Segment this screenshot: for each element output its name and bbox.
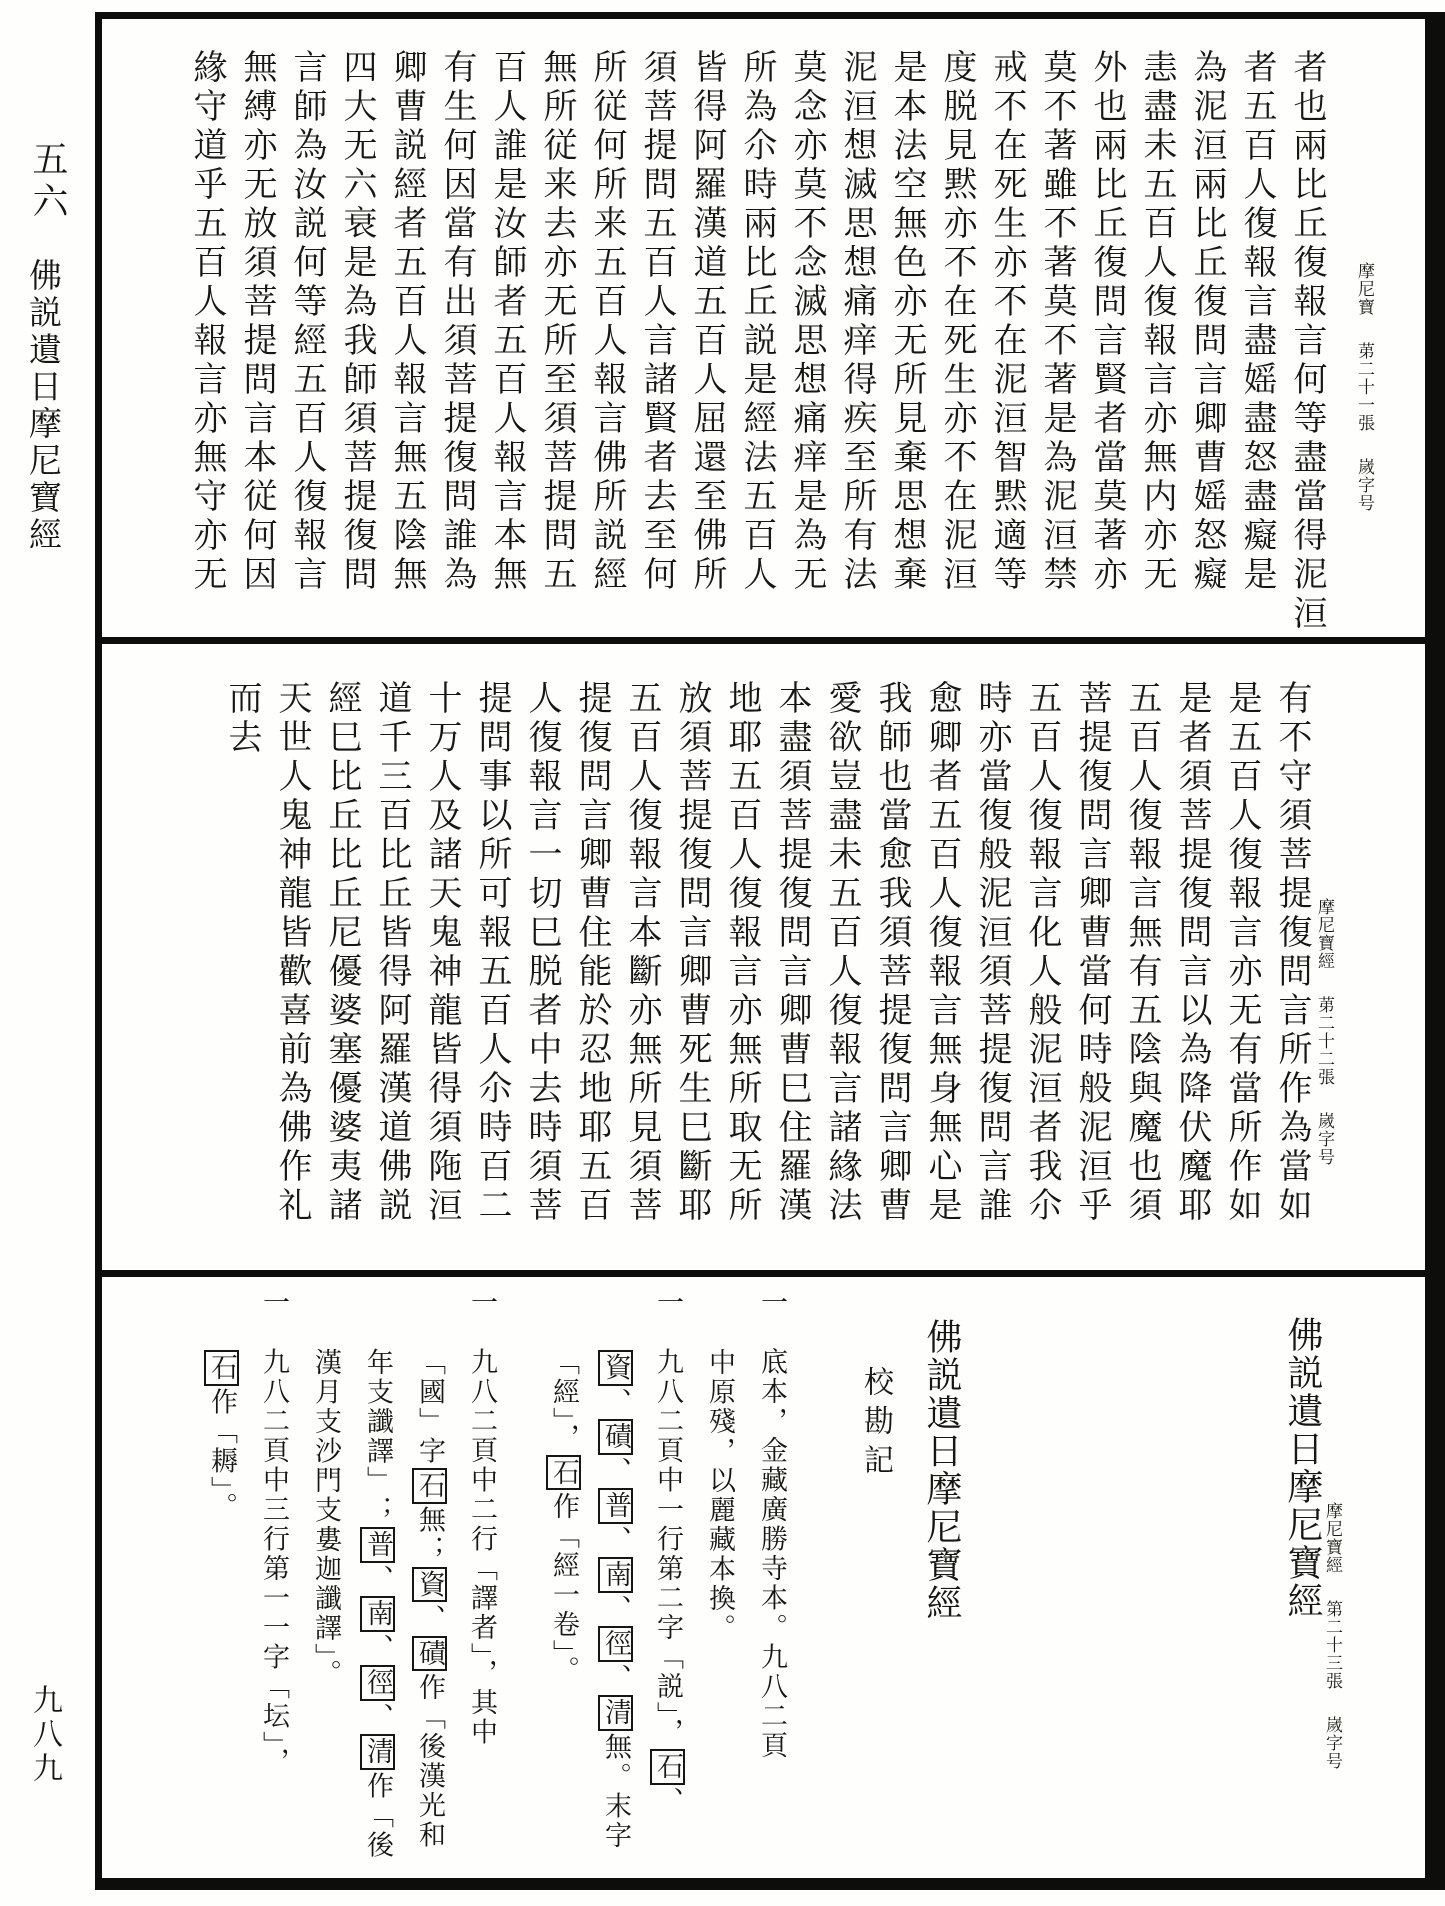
entry-marker: 一	[466, 1288, 497, 1318]
sutra-column: 戒不在死生亦不在泥洹智黙適等	[987, 49, 1027, 595]
sutra-column: 所従何所来五百人報言佛所説經	[587, 49, 627, 595]
marginal-note-sheet-21	[1352, 262, 1376, 512]
edition-siglum-box: 石	[546, 1455, 581, 1491]
edition-siglum-box: 石	[204, 1350, 239, 1386]
margin-sutra-title: 佛説遺日摩尼寶經	[24, 258, 63, 554]
entry-marker: 一	[756, 1288, 787, 1318]
sutra-column: 地耶五百人復報言亦無所取无所	[722, 680, 762, 1226]
sutra-column: 五百人復報言化人般泥洹者我尒	[1022, 680, 1062, 1226]
sutra-column: 提復問言卿曹住能於忍地耶五百	[572, 680, 612, 1226]
edition-siglum-box: 石	[650, 1749, 685, 1785]
collation-line: 「經」，石作「經一卷」。	[548, 1348, 579, 1685]
marginal-note-title: 摩尼寶	[1354, 262, 1374, 316]
edition-siglum-box: 磧	[598, 1419, 633, 1455]
sutra-column: 菩提復問言卿曹當何時般泥洹乎	[1072, 680, 1112, 1226]
sutra-column: 我師也當愈我須菩提復問言卿曹	[872, 680, 912, 1226]
marginal-note-sheet-no: 苐二十一張	[1354, 342, 1374, 432]
sutra-column: 為泥洹兩比丘復問言卿曹媱怒癡	[1187, 49, 1227, 595]
sutra-column: 天世人鬼神龍皆歡喜前為佛作礼	[272, 680, 312, 1226]
sutra-column: 緣守道乎五百人報言亦無守亦无	[187, 49, 227, 595]
sutra-column: 五百人復報言本斷亦無所見須菩	[622, 680, 662, 1226]
marginal-note-title: 摩尼寶經	[1322, 1502, 1342, 1574]
collation-line: 一九八二頁中二行「譯者」，其中	[466, 1288, 497, 1747]
entry-marker: 一	[258, 1288, 289, 1318]
collation-line: 漢月支沙門支婁迦讖譯」。	[310, 1348, 341, 1689]
sutra-column: 須菩提問五百人言諸賢者去至何	[637, 49, 677, 595]
collation-line: 「國」字石無；資、磧作「後漢光和	[414, 1348, 445, 1850]
collation-line: 年支讖譯」；普、南、徑、清作「後	[362, 1348, 393, 1860]
sutra-column: 是本法空無色亦无所見棄思想棄	[887, 49, 927, 595]
edition-siglum-box: 徑	[360, 1665, 395, 1701]
edition-siglum-box: 普	[598, 1488, 633, 1524]
sutra-column: 無所従来去亦无所至須菩提問五	[537, 49, 577, 595]
colophon-header: 校勘記	[858, 1366, 893, 1483]
collation-line: 資、磧、普、南、徑、清無。末字	[589, 1288, 641, 1882]
sutra-column: 言師為汝説何等經五百人復報言	[287, 49, 327, 595]
collation-line: 一底本，金藏廣勝寺本。九八二頁	[756, 1288, 787, 1761]
collation-line: 一九八二頁中一行第二字「説」，石、	[652, 1288, 683, 1816]
sutra-column: 莫念亦莫不念滅思想痛痒是為无	[787, 49, 827, 595]
collation-entries	[115, 1288, 797, 1882]
sutra-column: 五百人復報言無有五陰與魔也須	[1122, 680, 1162, 1226]
sutra-column: 時亦當復般泥洹須菩提復問言誰	[972, 680, 1012, 1226]
section-divider-1	[102, 637, 1425, 644]
sutra-column: 百人誰是汝師者五百人報言本無	[487, 49, 527, 595]
sutra-column: 本盡須菩提復問言卿曹巳住羅漢	[772, 680, 812, 1226]
edition-siglum-box: 南	[598, 1557, 633, 1593]
marginal-note-case-no: 嵗字号	[1354, 458, 1374, 512]
section-sheet-21	[102, 19, 1425, 637]
sutra-column: 有生何因當有出須菩提復問誰為	[437, 49, 477, 595]
edition-siglum-box: 石	[412, 1468, 447, 1504]
marginal-note-sheet-23	[1320, 1502, 1344, 1770]
sutra-column: 是者須菩提復問言以為降伏魔耶	[1172, 680, 1212, 1226]
margin-volume-label: 五六	[27, 140, 68, 224]
entry-marker: 一	[652, 1288, 683, 1318]
sutra-column: 無縛亦无放須菩提問言本従何因	[237, 49, 277, 595]
sutra-column: 人復報言一切巳脱者中去時須菩	[522, 680, 562, 1226]
section-divider-2	[102, 1270, 1425, 1277]
sutra-column: 皆得阿羅漢道五百人屈還至佛所	[687, 49, 727, 595]
sutra-column: 卿曹説經者五百人報言無五陰無	[387, 49, 427, 595]
edition-siglum-box: 資	[598, 1350, 633, 1386]
marginal-note-sheet-no: 苐二十二張	[1314, 996, 1334, 1086]
edition-siglum-box: 資	[412, 1567, 447, 1603]
edition-siglum-box: 磧	[412, 1636, 447, 1672]
sutra-column: 外也兩比丘復問言賢者當莫著亦	[1087, 49, 1127, 595]
colophon-title: 佛説遺日摩尼寶經	[921, 1318, 962, 1622]
sutra-column: 恚盡未五百人復報言亦無内亦无	[1137, 49, 1177, 595]
sutra-column: 是五百人復報言亦无有當所作如	[1222, 680, 1262, 1226]
edition-siglum-box: 徑	[598, 1626, 633, 1662]
sutra-column: 莫不著雖不著莫不著是為泥洹禁	[1037, 49, 1077, 595]
sutra-column: 提問事以所可報五百人尒時百二	[472, 680, 512, 1226]
collation-line: 中原殘，以麗藏本換。	[704, 1348, 735, 1643]
sutra-column: 者也兩比丘復報言何等盡當得泥洹	[1287, 49, 1327, 634]
section-sheet-22	[102, 644, 1425, 1270]
sutra-column: 道千三百比丘皆得阿羅漢道佛説	[372, 680, 412, 1226]
sutra-column: 度脱見黙亦不在死生亦不在泥洹	[937, 49, 977, 595]
edition-siglum-box: 普	[360, 1527, 395, 1563]
sutra-column: 有不守須菩提復問言所作為當如	[1272, 680, 1312, 1226]
edition-siglum-box: 清	[360, 1734, 395, 1770]
sutra-column: 愈卿者五百人復報言無身無心是	[922, 680, 962, 1226]
collation-line: 石作「耨」。	[195, 1288, 247, 1882]
sutra-column: 而去	[222, 680, 262, 758]
collation-line: 一九八二頁中三行第一一字「坛」，	[258, 1288, 289, 1777]
sutra-column: 所為尒時兩比丘説是經法五百人	[737, 49, 777, 595]
sutra-end-title: 佛説遺日摩尼寶經	[1282, 1316, 1323, 1620]
edition-siglum-box: 南	[360, 1596, 395, 1632]
marginal-note-sheet-22	[1312, 898, 1336, 1166]
marginal-note-case-no: 嵗字号	[1314, 1112, 1334, 1166]
sutra-column: 泥洹想滅思想痛痒得疾至所有法	[837, 49, 877, 595]
sutra-column: 者五百人復報言盡媱盡怒盡癡是	[1237, 49, 1277, 595]
sutra-column: 愛欲豈盡未五百人復報言諸緣法	[822, 680, 862, 1226]
sutra-column: 經巳比丘比丘尼優婆塞優婆夷諸	[322, 680, 362, 1226]
sutra-column: 放須菩提復問言卿曹死生巳斷耶	[672, 680, 712, 1226]
edition-siglum-box: 清	[598, 1695, 633, 1731]
margin-page-number: 九八九	[27, 1684, 62, 1786]
marginal-note-title: 摩尼寶經	[1314, 898, 1334, 970]
sutra-column: 十万人及諸天鬼神龍皆得須陁洹	[422, 680, 462, 1226]
marginal-note-sheet-no: 第二十三張	[1322, 1600, 1342, 1690]
marginal-note-case-no: 嵗字号	[1322, 1716, 1342, 1770]
sutra-column: 四大无六衰是為我師須菩提復問	[337, 49, 377, 595]
